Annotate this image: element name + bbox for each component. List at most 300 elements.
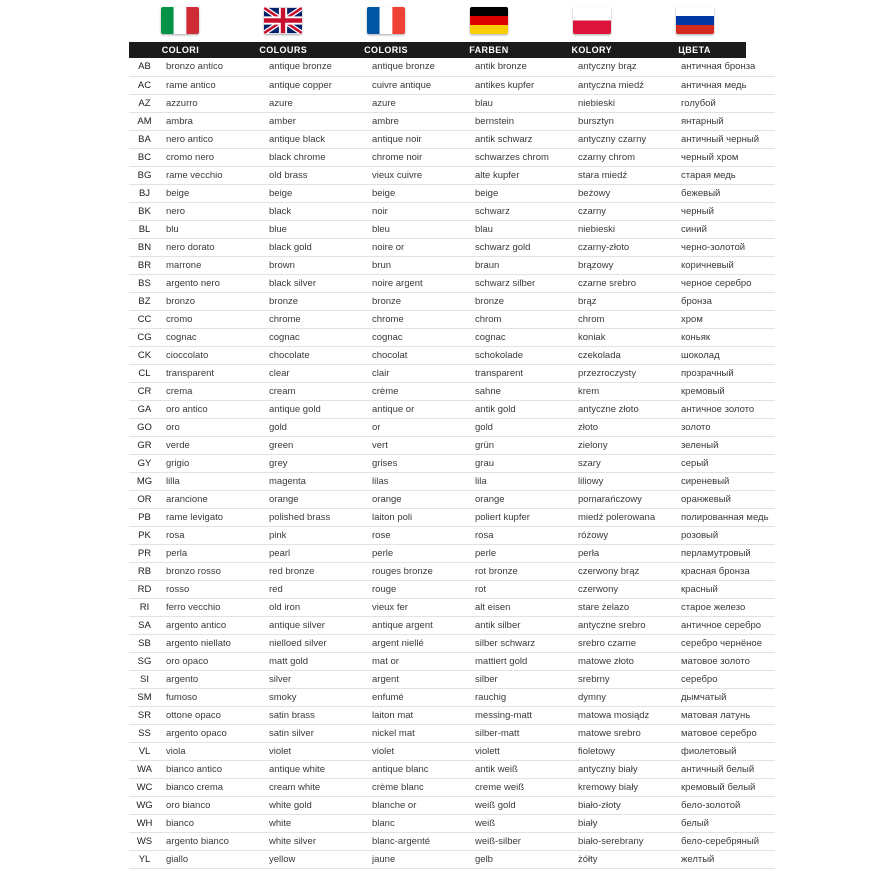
cell-fr: rouge xyxy=(366,580,469,598)
cell-de: antik bronze xyxy=(469,58,572,76)
cell-pl: niebieski xyxy=(572,220,675,238)
table-row xyxy=(129,760,775,778)
cell-de: chrom xyxy=(469,310,572,328)
cell-pl: zielony xyxy=(572,436,675,454)
cell-code: RD xyxy=(129,580,160,598)
cell-pl: czarny chrom xyxy=(572,148,675,166)
cell-fr: noire argent xyxy=(366,274,469,292)
cell-en: cream white xyxy=(263,778,366,796)
cell-it: bianco crema xyxy=(160,778,263,796)
cell-en: amber xyxy=(263,112,366,130)
column-header-pl: KOLORY xyxy=(571,45,613,55)
cell-pl: matowe srebro xyxy=(572,724,675,742)
flag-cell-poland xyxy=(540,0,643,41)
cell-ru: черно-золотой xyxy=(675,238,775,256)
cell-it: rame antico xyxy=(160,76,263,94)
cell-en: chrome xyxy=(263,310,366,328)
cell-fr: cuivre antique xyxy=(366,76,469,94)
cell-en: white gold xyxy=(263,796,366,814)
cell-en: black xyxy=(263,202,366,220)
cell-ru: бронза xyxy=(675,292,775,310)
cell-de: blau xyxy=(469,94,572,112)
cell-pl: brązowy xyxy=(572,256,675,274)
cell-fr: cognac xyxy=(366,328,469,346)
cell-it: bronzo xyxy=(160,292,263,310)
table-row xyxy=(129,166,775,184)
cell-de: violett xyxy=(469,742,572,760)
cell-code: SI xyxy=(129,670,160,688)
cell-code: AB xyxy=(129,58,160,76)
cell-it: argento antico xyxy=(160,616,263,634)
cell-code: WC xyxy=(129,778,160,796)
cell-ru: античный белый xyxy=(675,760,775,778)
cell-ru: оранжевый xyxy=(675,490,775,508)
table-row xyxy=(129,652,775,670)
cell-it: fumoso xyxy=(160,688,263,706)
cell-en: satin brass xyxy=(263,706,366,724)
cell-it: rosso xyxy=(160,580,263,598)
cell-en: clear xyxy=(263,364,366,382)
cell-de: gelb xyxy=(469,850,572,868)
cell-de: schwarzes chrom xyxy=(469,148,572,166)
cell-code: CC xyxy=(129,310,160,328)
cell-de: silber schwarz xyxy=(469,634,572,652)
color-code-table xyxy=(129,58,775,869)
table-row xyxy=(129,742,775,760)
cell-it: oro bianco xyxy=(160,796,263,814)
cell-ru: коньяк xyxy=(675,328,775,346)
cell-en: cognac xyxy=(263,328,366,346)
cell-code: WA xyxy=(129,760,160,778)
cell-pl: antyczne złoto xyxy=(572,400,675,418)
cell-ru: античное серебро xyxy=(675,616,775,634)
table-row xyxy=(129,562,775,580)
cell-pl: fioletowy xyxy=(572,742,675,760)
cell-it: rosa xyxy=(160,526,263,544)
cell-de: creme weiß xyxy=(469,778,572,796)
cell-it: bronzo rosso xyxy=(160,562,263,580)
cell-fr: bleu xyxy=(366,220,469,238)
cell-pl: czekolada xyxy=(572,346,675,364)
cell-fr: orange xyxy=(366,490,469,508)
table-row xyxy=(129,706,775,724)
cell-fr: chocolat xyxy=(366,346,469,364)
cell-it: bronzo antico xyxy=(160,58,263,76)
cell-fr: antique or xyxy=(366,400,469,418)
cell-de: antik silber xyxy=(469,616,572,634)
cell-it: transparent xyxy=(160,364,263,382)
cell-it: argento bianco xyxy=(160,832,263,850)
cell-it: cromo xyxy=(160,310,263,328)
cell-ru: розовый xyxy=(675,526,775,544)
cell-de: alt eisen xyxy=(469,598,572,616)
cell-fr: nickel mat xyxy=(366,724,469,742)
table-row xyxy=(129,544,775,562)
table-row xyxy=(129,778,775,796)
cell-pl: liliowy xyxy=(572,472,675,490)
cell-fr: ambre xyxy=(366,112,469,130)
cell-ru: прозрачный xyxy=(675,364,775,382)
cell-pl: srebrny xyxy=(572,670,675,688)
cell-code: BA xyxy=(129,130,160,148)
cell-ru: белый xyxy=(675,814,775,832)
cell-fr: enfumé xyxy=(366,688,469,706)
cell-en: pink xyxy=(263,526,366,544)
cell-de: blau xyxy=(469,220,572,238)
cell-de: antik weiß xyxy=(469,760,572,778)
cell-fr: noire or xyxy=(366,238,469,256)
cell-pl: biało-złoty xyxy=(572,796,675,814)
cell-fr: antique blanc xyxy=(366,760,469,778)
cell-code: BG xyxy=(129,166,160,184)
cell-ru: фиолетовый xyxy=(675,742,775,760)
table-row xyxy=(129,220,775,238)
cell-code: AM xyxy=(129,112,160,130)
cell-en: grey xyxy=(263,454,366,472)
cell-code: WH xyxy=(129,814,160,832)
table-row xyxy=(129,418,775,436)
cell-de: schwarz silber xyxy=(469,274,572,292)
cell-it: grigio xyxy=(160,454,263,472)
cell-pl: krem xyxy=(572,382,675,400)
column-header-ru: ЦВЕТА xyxy=(678,45,711,55)
cell-en: azure xyxy=(263,94,366,112)
cell-code: CR xyxy=(129,382,160,400)
cell-en: chocolate xyxy=(263,346,366,364)
cell-it: beige xyxy=(160,184,263,202)
cell-fr: vert xyxy=(366,436,469,454)
flag-germany-icon xyxy=(470,7,508,34)
cell-en: smoky xyxy=(263,688,366,706)
cell-code: BZ xyxy=(129,292,160,310)
cell-fr: beige xyxy=(366,184,469,202)
cell-it: giallo xyxy=(160,850,263,868)
cell-ru: матовое серебро xyxy=(675,724,775,742)
cell-pl: żółty xyxy=(572,850,675,868)
cell-pl: biały xyxy=(572,814,675,832)
cell-fr: argent xyxy=(366,670,469,688)
cell-de: beige xyxy=(469,184,572,202)
cell-de: messing-matt xyxy=(469,706,572,724)
cell-code: SA xyxy=(129,616,160,634)
cell-ru: кремовый белый xyxy=(675,778,775,796)
cell-ru: античная медь xyxy=(675,76,775,94)
flag-france-icon xyxy=(367,7,405,34)
cell-it: nero dorato xyxy=(160,238,263,256)
cell-fr: chrome xyxy=(366,310,469,328)
cell-en: matt gold xyxy=(263,652,366,670)
cell-fr: perle xyxy=(366,544,469,562)
cell-it: azzurro xyxy=(160,94,263,112)
cell-de: antik schwarz xyxy=(469,130,572,148)
table-row xyxy=(129,112,775,130)
cell-pl: złoto xyxy=(572,418,675,436)
column-header-fr: COLORIS xyxy=(364,45,408,55)
cell-ru: старое железо xyxy=(675,598,775,616)
cell-en: antique silver xyxy=(263,616,366,634)
cell-de: cognac xyxy=(469,328,572,346)
table-row xyxy=(129,616,775,634)
cell-ru: коричневый xyxy=(675,256,775,274)
cell-en: pearl xyxy=(263,544,366,562)
cell-pl: miedź polerowana xyxy=(572,508,675,526)
cell-en: antique black xyxy=(263,130,366,148)
cell-de: sahne xyxy=(469,382,572,400)
cell-code: BJ xyxy=(129,184,160,202)
cell-de: antikes kupfer xyxy=(469,76,572,94)
cell-de: alte kupfer xyxy=(469,166,572,184)
cell-ru: черный xyxy=(675,202,775,220)
cell-code: GO xyxy=(129,418,160,436)
cell-de: antik gold xyxy=(469,400,572,418)
cell-it: oro opaco xyxy=(160,652,263,670)
table-row xyxy=(129,328,775,346)
cell-code: WS xyxy=(129,832,160,850)
cell-en: black chrome xyxy=(263,148,366,166)
cell-ru: золото xyxy=(675,418,775,436)
cell-pl: przezroczysty xyxy=(572,364,675,382)
cell-de: poliert kupfer xyxy=(469,508,572,526)
cell-en: red xyxy=(263,580,366,598)
cell-pl: czarny xyxy=(572,202,675,220)
cell-code: BC xyxy=(129,148,160,166)
cell-de: grün xyxy=(469,436,572,454)
cell-en: orange xyxy=(263,490,366,508)
table-row xyxy=(129,238,775,256)
cell-pl: dymny xyxy=(572,688,675,706)
cell-de: schwarz xyxy=(469,202,572,220)
cell-ru: черное серебро xyxy=(675,274,775,292)
cell-code: CG xyxy=(129,328,160,346)
table-row xyxy=(129,490,775,508)
cell-it: viola xyxy=(160,742,263,760)
cell-code: RI xyxy=(129,598,160,616)
cell-fr: blanc-argenté xyxy=(366,832,469,850)
table-row xyxy=(129,94,775,112)
table-row xyxy=(129,580,775,598)
cell-fr: brun xyxy=(366,256,469,274)
table-row xyxy=(129,796,775,814)
cell-pl: beżowy xyxy=(572,184,675,202)
column-header-de: FARBEN xyxy=(469,45,509,55)
table-row xyxy=(129,274,775,292)
cell-ru: черный хром xyxy=(675,148,775,166)
cell-fr: lilas xyxy=(366,472,469,490)
cell-ru: античный черный xyxy=(675,130,775,148)
cell-en: magenta xyxy=(263,472,366,490)
table-body xyxy=(129,58,775,868)
table-row xyxy=(129,688,775,706)
flag-poland-icon xyxy=(573,7,611,34)
cell-de: grau xyxy=(469,454,572,472)
cell-ru: бело-золотой xyxy=(675,796,775,814)
cell-pl: antyczna miedź xyxy=(572,76,675,94)
cell-it: crema xyxy=(160,382,263,400)
cell-en: black gold xyxy=(263,238,366,256)
cell-ru: старая медь xyxy=(675,166,775,184)
cell-fr: or xyxy=(366,418,469,436)
cell-de: transparent xyxy=(469,364,572,382)
cell-code: CK xyxy=(129,346,160,364)
cell-ru: дымчатый xyxy=(675,688,775,706)
cell-code: PB xyxy=(129,508,160,526)
cell-ru: античное золото xyxy=(675,400,775,418)
cell-it: nero xyxy=(160,202,263,220)
table-row xyxy=(129,454,775,472)
cell-de: braun xyxy=(469,256,572,274)
cell-it: cognac xyxy=(160,328,263,346)
cell-pl: czerwony brąz xyxy=(572,562,675,580)
cell-en: antique white xyxy=(263,760,366,778)
cell-en: black silver xyxy=(263,274,366,292)
cell-code: YL xyxy=(129,850,160,868)
cell-pl: czarne srebro xyxy=(572,274,675,292)
cell-fr: vieux fer xyxy=(366,598,469,616)
cell-en: yellow xyxy=(263,850,366,868)
flag-russia-icon xyxy=(676,7,714,34)
cell-ru: матовое золото xyxy=(675,652,775,670)
cell-fr: laiton mat xyxy=(366,706,469,724)
cell-fr: blanc xyxy=(366,814,469,832)
cell-code: SG xyxy=(129,652,160,670)
column-header-it: COLORI xyxy=(161,45,200,55)
cell-ru: красный xyxy=(675,580,775,598)
cell-code: AC xyxy=(129,76,160,94)
cell-ru: бежевый xyxy=(675,184,775,202)
cell-pl: antyczny czarny xyxy=(572,130,675,148)
table-header-band xyxy=(129,42,746,58)
cell-it: verde xyxy=(160,436,263,454)
cell-it: marrone xyxy=(160,256,263,274)
cell-pl: matowa mosiądz xyxy=(572,706,675,724)
cell-de: weiß-silber xyxy=(469,832,572,850)
cell-it: rame levigato xyxy=(160,508,263,526)
cell-fr: crème xyxy=(366,382,469,400)
cell-code: PK xyxy=(129,526,160,544)
cell-en: old iron xyxy=(263,598,366,616)
cell-code: BN xyxy=(129,238,160,256)
cell-pl: czarny-złoto xyxy=(572,238,675,256)
table-row xyxy=(129,382,775,400)
cell-en: gold xyxy=(263,418,366,436)
cell-it: nero antico xyxy=(160,130,263,148)
cell-pl: kremowy biały xyxy=(572,778,675,796)
cell-code: RB xyxy=(129,562,160,580)
cell-de: weiß gold xyxy=(469,796,572,814)
cell-code: SR xyxy=(129,706,160,724)
cell-fr: crème blanc xyxy=(366,778,469,796)
table-row xyxy=(129,148,775,166)
cell-de: rosa xyxy=(469,526,572,544)
cell-code: SS xyxy=(129,724,160,742)
table-row xyxy=(129,670,775,688)
cell-en: nielloed silver xyxy=(263,634,366,652)
cell-code: AZ xyxy=(129,94,160,112)
cell-it: blu xyxy=(160,220,263,238)
cell-de: weiß xyxy=(469,814,572,832)
cell-fr: bronze xyxy=(366,292,469,310)
cell-pl: biało-serebrany xyxy=(572,832,675,850)
cell-en: silver xyxy=(263,670,366,688)
table-row xyxy=(129,58,775,76)
cell-fr: noir xyxy=(366,202,469,220)
table-row xyxy=(129,526,775,544)
cell-ru: матовая латунь xyxy=(675,706,775,724)
cell-ru: полированная медь xyxy=(675,508,775,526)
flag-cell-united-kingdom xyxy=(232,0,335,41)
cell-ru: серебро xyxy=(675,670,775,688)
cell-en: satin silver xyxy=(263,724,366,742)
cell-fr: mat or xyxy=(366,652,469,670)
cell-code: SB xyxy=(129,634,160,652)
table-row xyxy=(129,814,775,832)
table-row xyxy=(129,508,775,526)
cell-it: argento niellato xyxy=(160,634,263,652)
cell-it: arancione xyxy=(160,490,263,508)
table-row xyxy=(129,724,775,742)
cell-en: white xyxy=(263,814,366,832)
cell-ru: зеленый xyxy=(675,436,775,454)
cell-code: CL xyxy=(129,364,160,382)
cell-it: oro antico xyxy=(160,400,263,418)
flag-cell-russia xyxy=(643,0,746,41)
table-row xyxy=(129,76,775,94)
cell-fr: rose xyxy=(366,526,469,544)
cell-de: silber-matt xyxy=(469,724,572,742)
cell-code: GA xyxy=(129,400,160,418)
cell-en: violet xyxy=(263,742,366,760)
table-row xyxy=(129,400,775,418)
cell-fr: laiton poli xyxy=(366,508,469,526)
cell-it: argento nero xyxy=(160,274,263,292)
cell-en: brown xyxy=(263,256,366,274)
cell-code: MG xyxy=(129,472,160,490)
cell-de: bernstein xyxy=(469,112,572,130)
cell-pl: stara miedź xyxy=(572,166,675,184)
cell-it: cioccolato xyxy=(160,346,263,364)
cell-pl: czerwony xyxy=(572,580,675,598)
table-row xyxy=(129,310,775,328)
cell-it: lilla xyxy=(160,472,263,490)
column-header-en: COLOURS xyxy=(259,45,308,55)
cell-code: WG xyxy=(129,796,160,814)
flag-italy-icon xyxy=(161,7,199,34)
cell-pl: niebieski xyxy=(572,94,675,112)
cell-de: rauchig xyxy=(469,688,572,706)
cell-en: antique copper xyxy=(263,76,366,94)
cell-ru: серебро чернёное xyxy=(675,634,775,652)
cell-fr: chrome noir xyxy=(366,148,469,166)
flag-united-kingdom-icon xyxy=(264,7,302,34)
cell-fr: jaune xyxy=(366,850,469,868)
cell-fr: rouges bronze xyxy=(366,562,469,580)
cell-de: lila xyxy=(469,472,572,490)
table-row xyxy=(129,436,775,454)
cell-code: BL xyxy=(129,220,160,238)
cell-pl: brąz xyxy=(572,292,675,310)
cell-ru: хром xyxy=(675,310,775,328)
table-row xyxy=(129,130,775,148)
cell-en: old brass xyxy=(263,166,366,184)
cell-pl: perła xyxy=(572,544,675,562)
cell-pl: pomarańczowy xyxy=(572,490,675,508)
cell-code: GY xyxy=(129,454,160,472)
cell-en: antique gold xyxy=(263,400,366,418)
cell-de: orange xyxy=(469,490,572,508)
cell-ru: синий xyxy=(675,220,775,238)
cell-fr: violet xyxy=(366,742,469,760)
cell-fr: argent niellé xyxy=(366,634,469,652)
